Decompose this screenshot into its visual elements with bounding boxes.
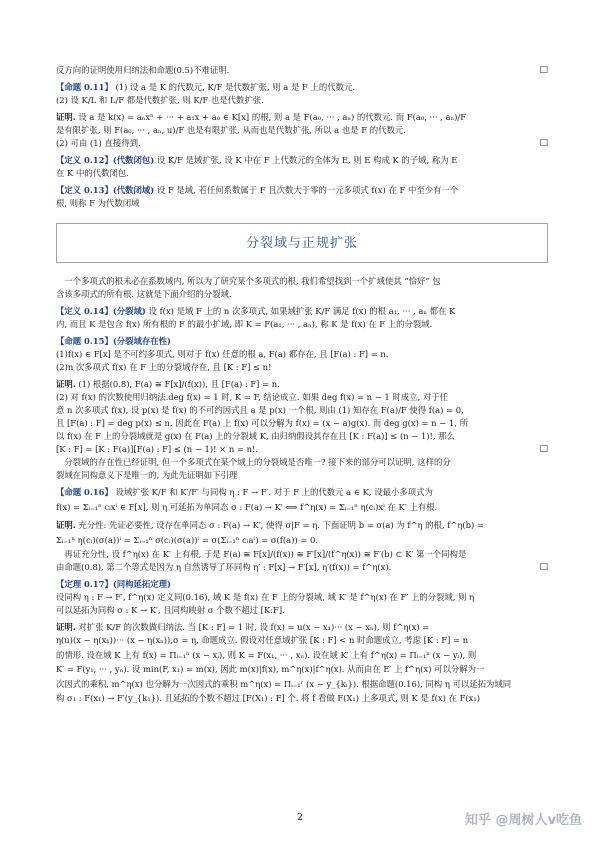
text-line: 构 σ₁ : F(x₁) → F′(y_{k₁}). 且延拓的个数不超过 [F(X₁) : F] 个. 将 f 看做 F(X₁) 上多项式, 则 K 是 f(x) 在 F(x₁) — [56, 693, 480, 703]
text-line: 根, 则称 F 为代数闭域 — [56, 198, 140, 208]
qed-symbol: □ — [539, 562, 548, 572]
text-line: 在 K 中的代数闭包. — [56, 168, 129, 178]
proof-line: 证明. 对扩张 K/F 的次数做归纳法. 当 [K : F] = 1 时, 设 f(x) = u(x − x₁)··· (x − xₙ), 则 f^η(x) = — [56, 622, 430, 632]
section-title-box — [56, 223, 548, 263]
proof-label: 证明. — [56, 112, 76, 122]
proposition-0-16: 【命题 0.16】 设域扩张 K/F 和 K′/F′ 与同构 η : F → F′. 对于 F 上的代数元 a ∈ K, 设最小多项式为 — [56, 487, 433, 497]
text-line: 且 [F(a) : F] = deg p(x) ≤ n. 因此在 F(a) 上 f(x) 可以分解为 f(x) = (x − a)g(x). 而 deg g(x) = n − 1, 所 — [56, 418, 468, 428]
text-line: [K : F] = [K : F(a)][F(a) : F] ≤ (n − 1)! × n = n!. □ — [56, 444, 548, 454]
text-line: 裂域在同构意义下是唯一的, 为此先证明如下引理 — [56, 470, 238, 480]
text-line: 设同构 η : F → F′, f^η(x) 定义同(0.16), 域 K 是 f(x) 在 F 上的分裂域, 域 K′ 是 f^η(x) 在 F′ 上的分裂域, 则 η — [56, 592, 475, 602]
text-line: 以 f(x) 在 F 上的分裂域就是 g(x) 在 F(a) 上的分裂域 K, 由归纳假设其存在且 [K : F(a)] ≤ (n − 1)!, 那么 — [56, 431, 455, 441]
text-line: 含该多项式的所有根. 这就是下面介绍的分裂域. — [56, 289, 232, 299]
theorem-0-17 — [56, 578, 548, 591]
text-line: (2) 设 K/L 和 L/F 都是代数扩张, 则 K/F 也是代数扩张. — [56, 95, 264, 105]
text-line: 由命题(0.8), 第二个等式是因为 η 自然诱导了环同构 η′ : F[x] → F′[x], η′(f(x)) = f^η(x). □ — [56, 562, 548, 572]
proof-label: 证明. — [56, 622, 76, 632]
text-line: 意 n 次多项式 f(x), 设 p(x) 是 f(x) 的不可约因式且 a 是 p(x) 一个根, 则由 (1) 知存在 F(a)/F 使得 f(a) = 0, — [56, 405, 464, 415]
proposition-heading: 【命题 0.11】 — [56, 82, 113, 92]
text-line: 是有限扩张, 则 F(a₀, ··· , aₙ, u)/F 也是有限扩张, 从而也是代数扩张, 所以 a 也是 F 的代数元. — [56, 125, 406, 135]
theorem-heading: 【定理 0.17】(同构延拓定理) — [56, 579, 171, 589]
text-line: (2) 可由 (1) 直接得到. □ — [56, 138, 548, 148]
text-line: 分裂域的存在性已经证明, 但一个多项式在某个域上的分裂域是否唯一? 接下来的部分可以证明, 这样的分 — [64, 457, 451, 467]
text-line: 可以延拓为同构 σ : K → K′, 且同构映射 σ 个数不超过 [K:F]. — [56, 605, 285, 615]
definition-0-13: 【定义 0.13】(代数闭域) 设 F 是域, 若任何系数属于 F 且次数大于零的一元多项式 f(x) 在 F 中至少有一个 — [56, 185, 459, 195]
proof-line: 证明. (1) 根据(0.8), F(a) ≅ F[x]/(f(x)), 且 [F(a) : F] = n. — [56, 379, 280, 389]
definition-heading: 【定义 0.13】(代数闭域) — [56, 185, 155, 195]
text-line: (1)f(x) ∈ F[x] 是不可约多项式, 则对于 f(x) 任意的根 a, F(a) 都存在, 且 [F(a) : F] = n. — [56, 349, 389, 359]
proof-label: 证明. — [56, 520, 76, 530]
text-line: f(x) = Σᵢ₌₁ⁿ cᵢxⁱ ∈ F[x], 则 η 可延拓为单同态 σ : F(a) → K′ ⟺ f^η(x) = Σᵢ₌₁ⁿ η(cᵢ)xⁱ 在 K′ 上有根. — [56, 502, 438, 512]
text-line: 的情形. 设在域 K 上有 f(x) = Πᵢ₌₁ⁿ (x − xᵢ), 则 K = F(x₁, ··· , xₙ). 设在域 K′ 上有 f^η(x) = Πᵢ₌₁ⁿ (x − yᵢ), 则 — [56, 650, 477, 660]
qed-symbol: □ — [539, 138, 548, 148]
qed-symbol: □ — [539, 444, 548, 454]
text-line: (2) 对 f(x) 的次数使用归纳法.deg f(x) = 1 时, K = F, 结论成立. 如果 deg f(x) = n − 1 时成立, 对于任 — [56, 392, 448, 402]
proposition-0-15 — [56, 335, 548, 348]
text-line: Σᵢ₌₁ⁿ η(cᵢ)(σ(a))ⁱ = Σᵢ₌₁ⁿ σ(cᵢ)(σ(a))ⁱ = σ(Σᵢ₌₁ⁿ cᵢaⁱ) = σ(f(a)) = 0. — [56, 535, 319, 545]
intro-paragraph: 一个多项式的根未必在系数域内, 所以为了研究某个多项式的根, 我们希望找到一个扩域使其 “恰好” 包 — [64, 276, 441, 286]
text-line: 反方向的证明使用归纳法和命题(0.5)不难证明. □ — [56, 65, 548, 75]
watermark: 知乎 @周树人v吃鱼 — [464, 813, 582, 828]
definition-0-12: 【定义 0.12】(代数闭包) 设 K/F 是域扩张, 设 K 中在 F 上代数元的全体为 E, 则 E 构成 K 的子域, 称为 E — [56, 155, 458, 165]
proof-line: 证明. 设 a 是 k(x) = aₙxⁿ + ··· + a₁x + a₀ ∈ K[x] 的根, 则 a 是 F(a₀, ··· , aₙ) 的代数元. 而 F(a₀, ··· , aₙ)/F — [56, 112, 467, 122]
text-line: η(u)(x − η(x₁))··· (x − η(xₙ)),σ = η, 命题成立. 假设对任意域扩张 [K : F] < n 时命题成立, 考虑 [K : F] = n — [56, 635, 469, 645]
definition-heading: 【定义 0.14】(分裂域) — [56, 306, 146, 316]
text-line: K′ = F(y₁, ··· , yₙ). 设 min(F, x₁) = m(x), 因此 m(x)|f(x), m^η(x)|f^η(x). 从而由在 E′ 上 f^η(x) 可以分解为一 — [56, 664, 485, 674]
qed-symbol: □ — [539, 65, 548, 75]
text-line: 次因式的乘积, m^η(x) 也分解为一次因式的乘积 m^η(x) = Πᵢ₌₁ʳ (x − y_{kᵢ}). 根据命题(0.16), 同构 η 可以延拓为域同 — [56, 679, 512, 689]
proof-line: 证明. 充分性: 先证必要性, 设存在单同态 σ : F(a) → K′, 使得 σ|F = η. 下面证明 b = σ(a) 为 f^η 的根, f^η(b) = — [56, 520, 484, 530]
definition-0-14: 【定义 0.14】(分裂域) 设 f(x) 是域 F 上的 n 次多项式, 如果域扩张 K/F 满足 f(x) 的根 a₁, ··· , aₙ 都在 K — [56, 306, 456, 316]
definition-heading: 【定义 0.12】(代数闭包) — [56, 155, 155, 165]
text-line: 内, 而且 K 是包含 f(x) 所有根的 F 的最小扩域, 即 K = F(a₁, ··· , aₙ), 称 K 是 f(x) 在 F 上的分裂域. — [56, 319, 433, 329]
text-line: (2)n 次多项式 f(x) 在 F 上的分裂域存在, 且 [K : F] ≤ n! — [56, 362, 272, 372]
proof-label: 证明. — [56, 379, 76, 389]
proposition-heading: 【命题 0.16】 — [56, 487, 113, 497]
page-body — [56, 64, 548, 705]
proposition-heading: 【命题 0.15】(分裂域存在性) — [56, 336, 171, 346]
text-line: 再证充分性, 设 f^η(x) 在 K′ 上有根, 于是 F(a) ≅ F[x]/(f(x)) ≅ F′[x]/(f^η(x)) ≅ F′(b) ⊂ K′ 第一个同构是 — [64, 549, 467, 559]
section-title: 分裂域与正规扩张 — [245, 235, 358, 251]
page-number: 2 — [297, 813, 303, 823]
proposition-0-11: 【命题 0.11】 (1) 设 a 是 K 的代数元, K/F 是代数扩张, 则 a 是 F 上的代数元. — [56, 82, 355, 92]
